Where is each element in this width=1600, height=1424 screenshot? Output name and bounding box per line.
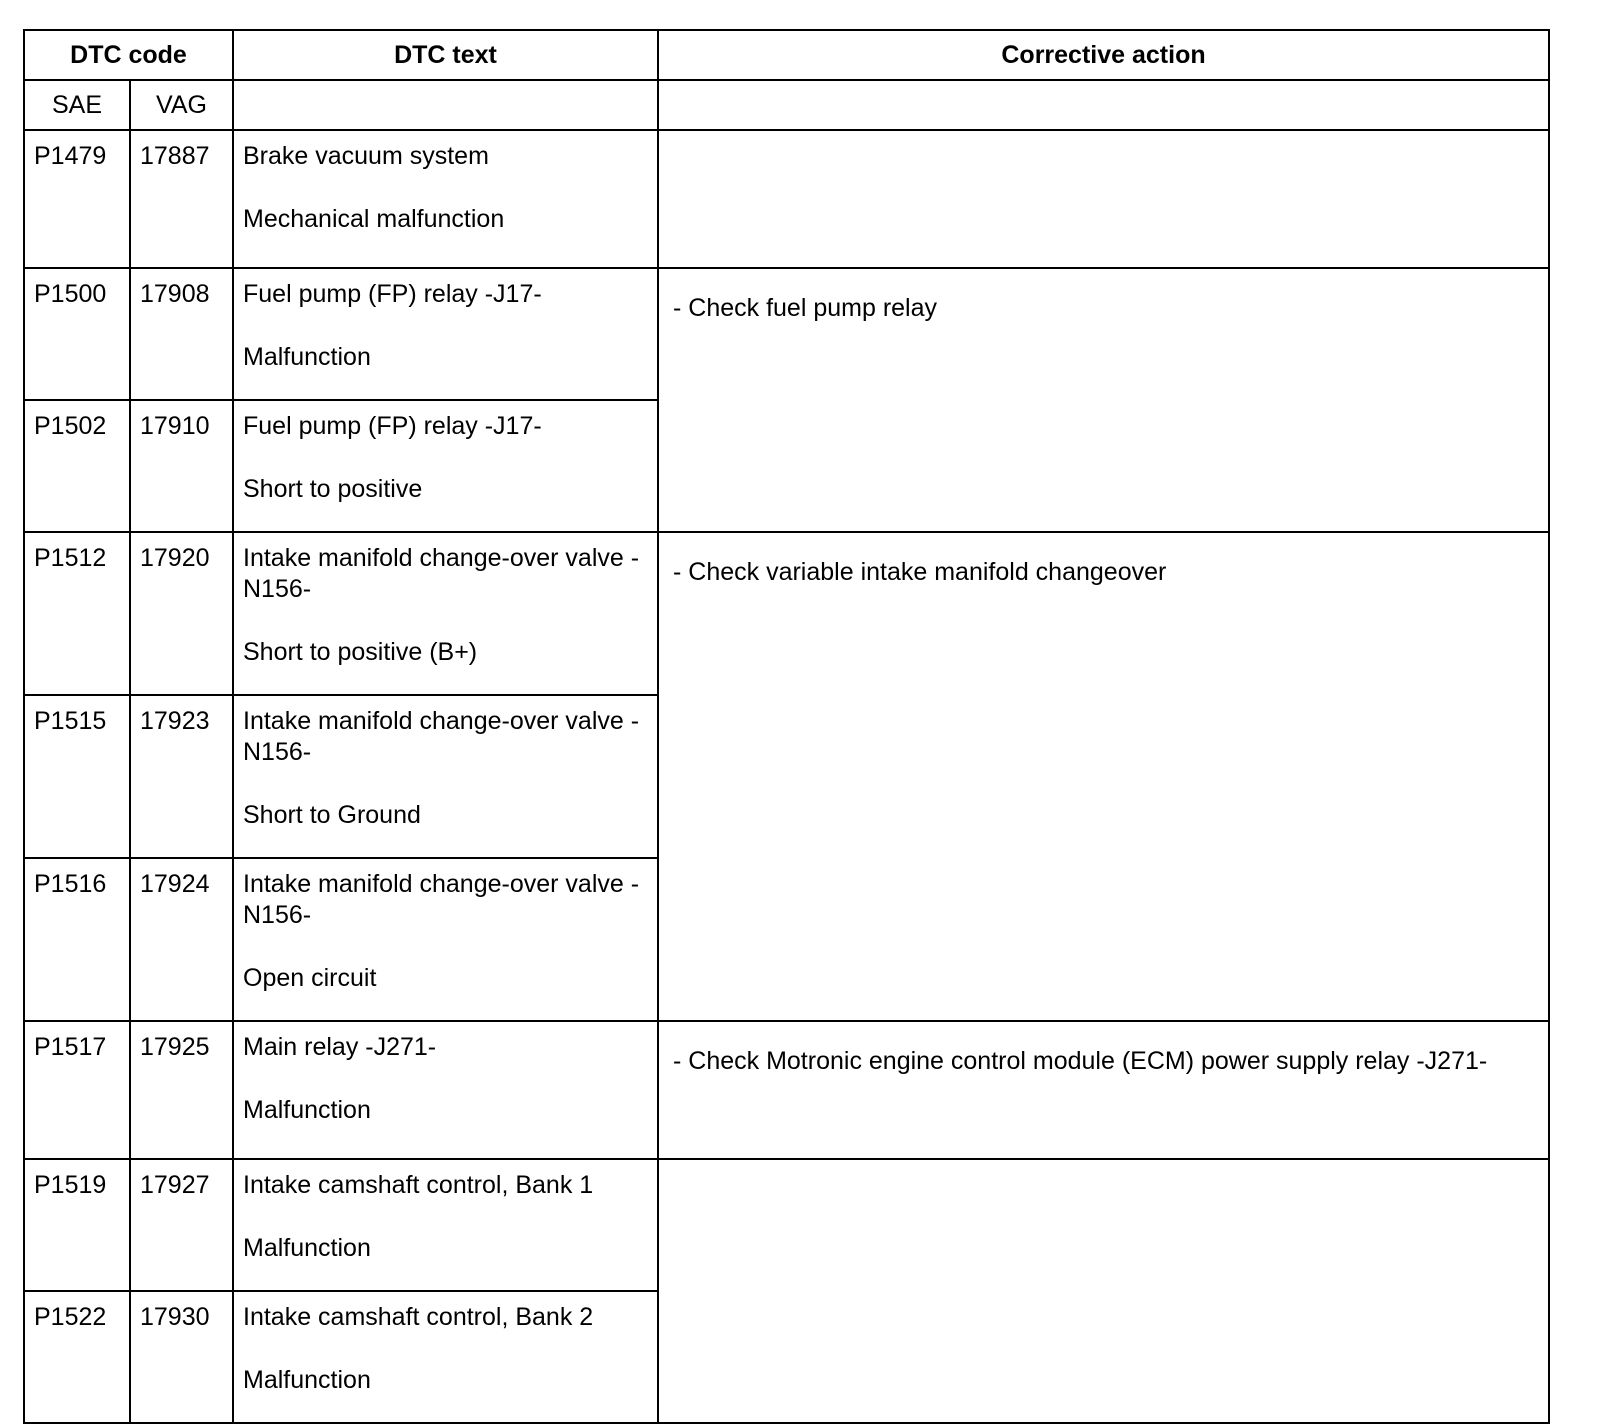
header-row: [24, 30, 1549, 80]
dtc-component: Intake manifold change-over valve -N156-: [243, 707, 640, 766]
dtc-component: Intake manifold change-over valve -N156-: [243, 544, 640, 603]
vag-code: 17927: [130, 1159, 233, 1291]
vag-code: 17910: [130, 400, 233, 532]
dtc-fault: Open circuit: [243, 964, 377, 992]
table-row: [24, 1159, 1549, 1291]
dtc-fault: Malfunction: [243, 343, 371, 371]
dtc-component: Fuel pump (FP) relay -J17-: [243, 280, 542, 308]
dtc-text: [233, 130, 658, 268]
sae-code: P1519: [24, 1159, 130, 1291]
header-corrective-action: Corrective action: [658, 30, 1549, 80]
vag-code: 17923: [130, 695, 233, 858]
corrective-action: - Check fuel pump relay: [658, 268, 1549, 532]
dtc-text: [233, 400, 658, 532]
table-row: [24, 130, 1549, 268]
vag-code: 17887: [130, 130, 233, 268]
corrective-action-empty: [658, 130, 1549, 268]
table-row: [24, 532, 1549, 695]
dtc-text: [233, 532, 658, 695]
sae-code: P1522: [24, 1291, 130, 1423]
dtc-text: [233, 1159, 658, 1291]
table-row: [24, 268, 1549, 400]
dtc-fault: Malfunction: [243, 1234, 371, 1262]
vag-code: 17924: [130, 858, 233, 1021]
corrective-action: - Check Motronic engine control module (ECM) power supply relay -J271-: [658, 1021, 1549, 1159]
vag-code: 17920: [130, 532, 233, 695]
dtc-text: [233, 858, 658, 1021]
subheader-row: [24, 80, 1549, 130]
dtc-fault: Malfunction: [243, 1366, 371, 1394]
dtc-component: Main relay -J271-: [243, 1033, 437, 1061]
dtc-component: Brake vacuum system: [243, 142, 489, 170]
dtc-fault: Malfunction: [243, 1096, 371, 1124]
sae-code: P1516: [24, 858, 130, 1021]
header-dtc-code: DTC code: [24, 30, 233, 80]
table-row: [24, 1021, 1549, 1159]
sae-code: P1515: [24, 695, 130, 858]
dtc-fault: Mechanical malfunction: [243, 205, 505, 233]
sae-code: P1517: [24, 1021, 130, 1159]
dtc-text: [233, 695, 658, 858]
vag-code: 17930: [130, 1291, 233, 1423]
subheader-empty: [233, 80, 658, 130]
header-dtc-text: DTC text: [233, 30, 658, 80]
sae-code: P1500: [24, 268, 130, 400]
sae-code: P1479: [24, 130, 130, 268]
corrective-action: - Check variable intake manifold changeover: [658, 532, 1549, 1021]
dtc-component: Intake manifold change-over valve -N156-: [243, 870, 640, 929]
dtc-text: [233, 268, 658, 400]
dtc-fault: Short to positive (B+): [243, 638, 478, 666]
dtc-table: [23, 29, 1550, 1424]
vag-code: 17925: [130, 1021, 233, 1159]
vag-code: 17908: [130, 268, 233, 400]
dtc-component: Fuel pump (FP) relay -J17-: [243, 412, 542, 440]
sae-code: P1502: [24, 400, 130, 532]
dtc-fault: Short to Ground: [243, 801, 421, 829]
header-vag: VAG: [130, 80, 233, 130]
dtc-text: [233, 1021, 658, 1159]
sae-code: P1512: [24, 532, 130, 695]
header-sae: SAE: [24, 80, 130, 130]
dtc-component: Intake camshaft control, Bank 2: [243, 1303, 594, 1331]
subheader-empty: [658, 80, 1549, 130]
dtc-fault: Short to positive: [243, 475, 423, 503]
dtc-component: Intake camshaft control, Bank 1: [243, 1171, 594, 1199]
dtc-text: [233, 1291, 658, 1423]
corrective-action-empty: [658, 1159, 1549, 1423]
